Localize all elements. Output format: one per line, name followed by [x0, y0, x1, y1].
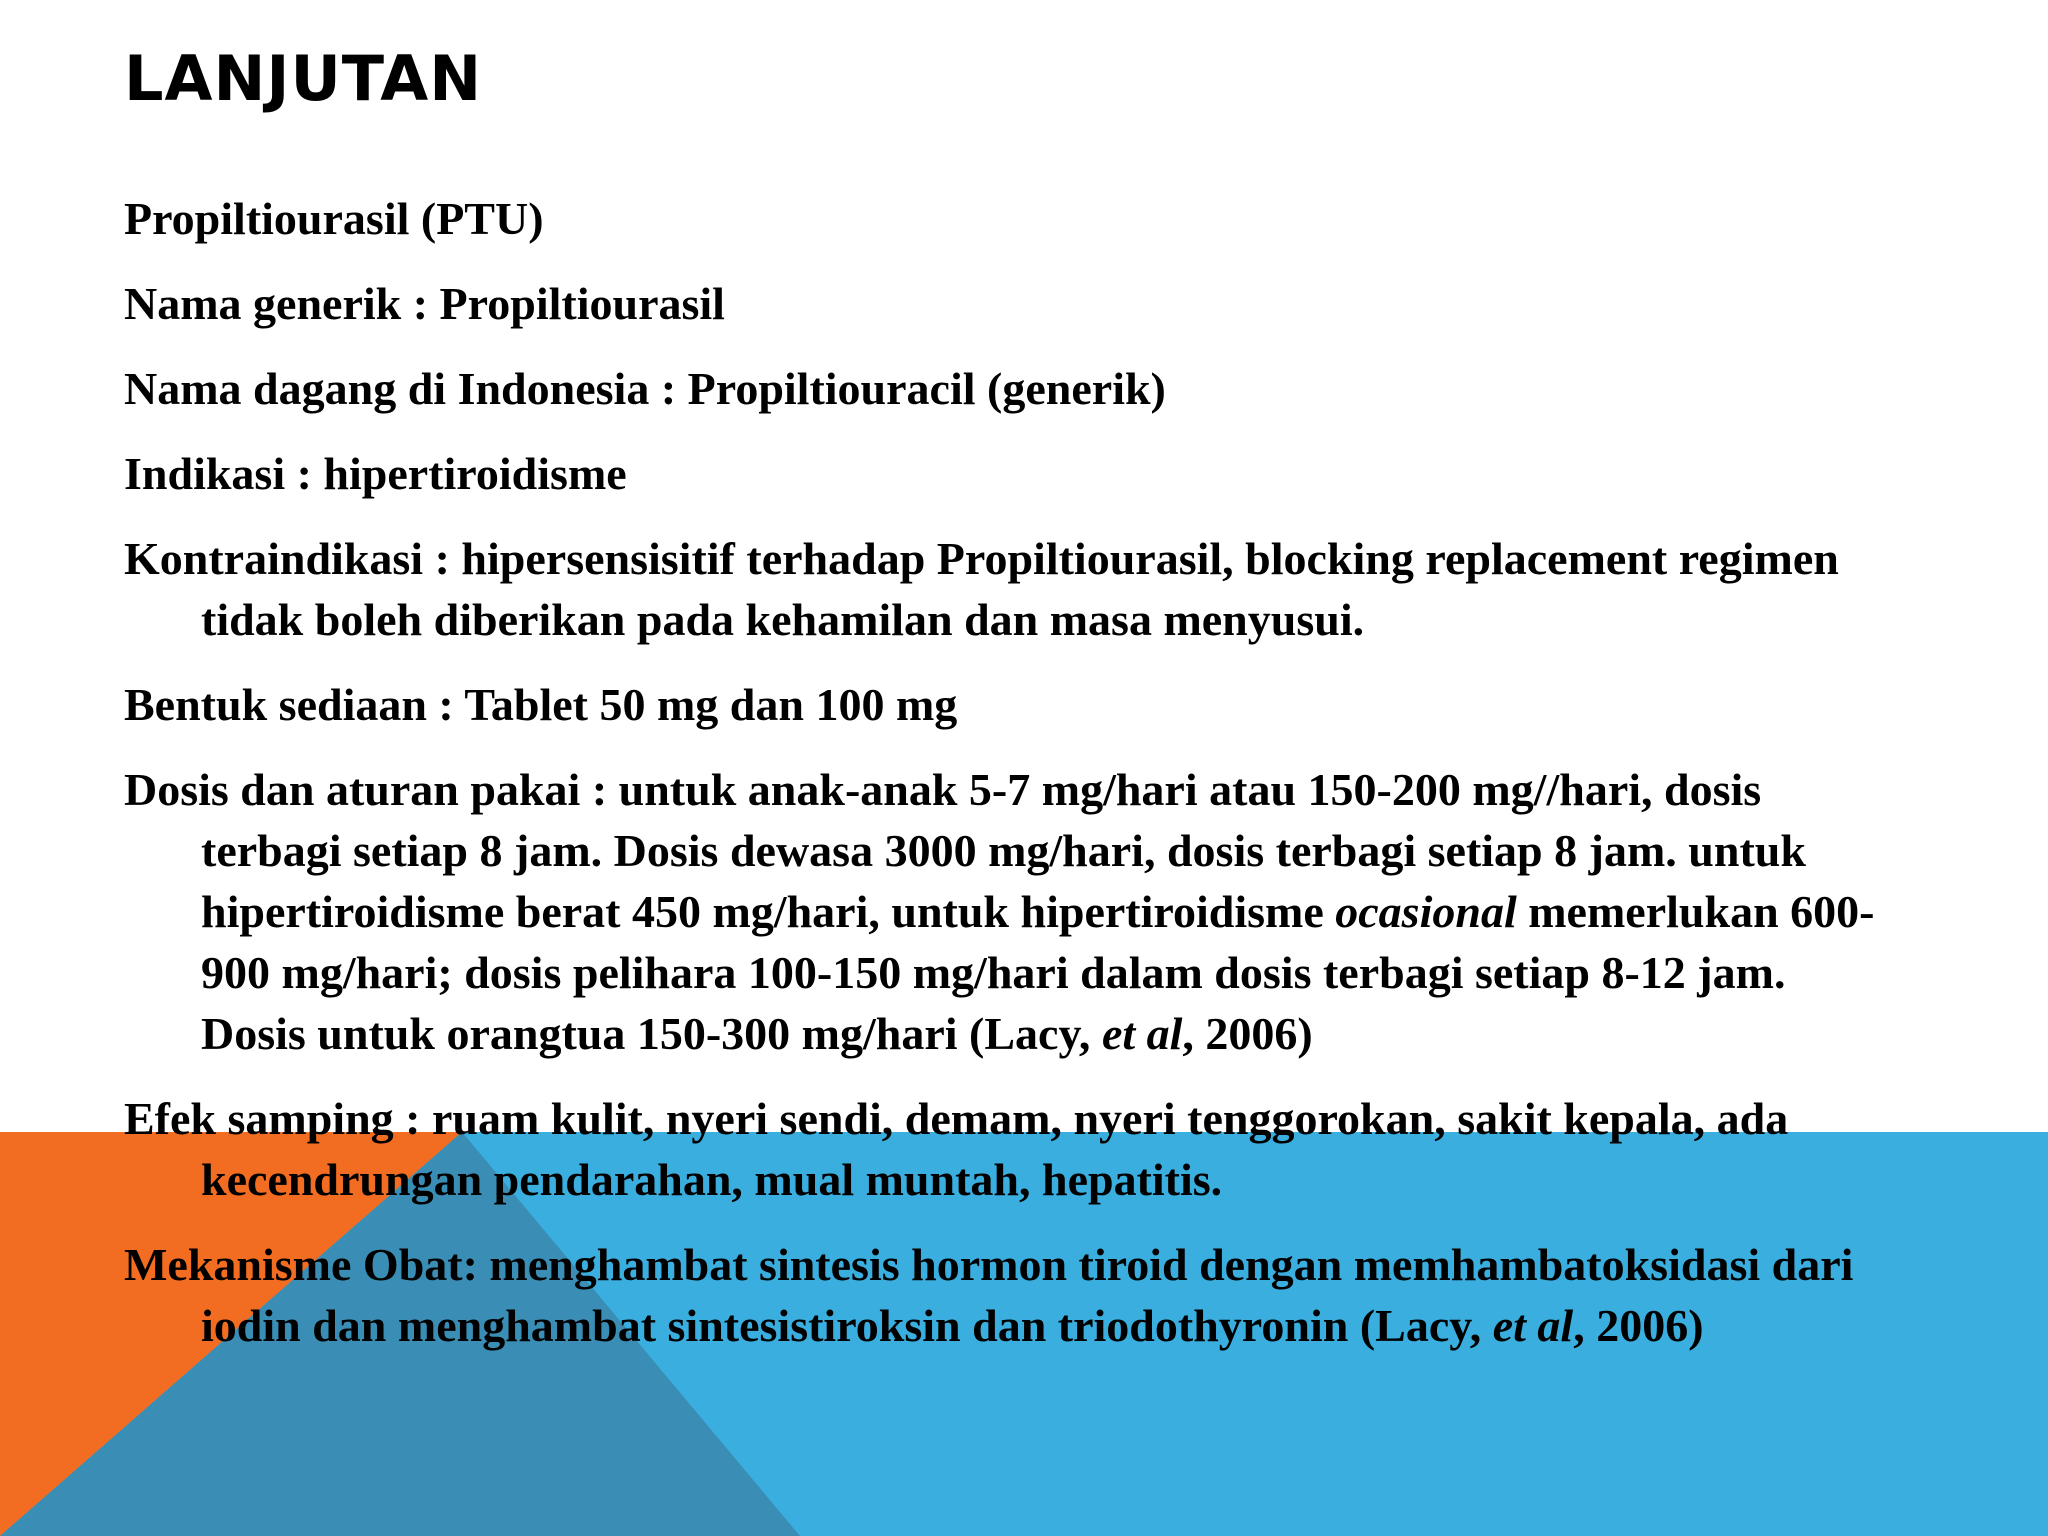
- item-ptu: Propiltiourasil (PTU): [124, 193, 544, 244]
- item-nama-generik: Nama generik : Propiltiourasil: [124, 278, 725, 329]
- slide-content: [124, 188, 1884, 1356]
- mekanisme-text-1: Mekanisme Obat: menghambat sintesis hormon tiroid dengan memhambatoksidasi dari iodin dan menghambat sintesistiroksin dan triodothyronin (Lacy,: [124, 1239, 1854, 1351]
- dosis-text-2: memerlukan 600-900 mg/hari; dosis pelihara 100-150 mg/hari dalam dosis terbagi setiap 8-12 jam. Dosis untuk orangtua 150-300 mg/hari (Lacy,: [201, 886, 1875, 1059]
- dosis-text-3: , 2006): [1182, 1008, 1313, 1059]
- item-kontraindikasi: Kontraindikasi : hipersensisitif terhadap Propiltiourasil, blocking replacement regimen tidak boleh diberikan pada kehamilan dan masa menyusui.: [124, 533, 1839, 645]
- item-dosis: [124, 759, 1884, 1064]
- item-nama-dagang: Nama dagang di Indonesia : Propiltiouracil (generik): [124, 363, 1166, 414]
- item-mekanisme: [124, 1234, 1884, 1356]
- item-bentuk-sediaan: Bentuk sediaan : Tablet 50 mg dan 100 mg: [124, 679, 958, 730]
- mekanisme-text-2: , 2006): [1573, 1300, 1704, 1351]
- dosis-italic-ocasional: ocasional: [1335, 886, 1517, 937]
- dosis-text-1: Dosis dan aturan pakai : untuk anak-anak 5-7 mg/hari atau 150-200 mg//hari, dosis terbagi setiap 8 jam. Dosis dewasa 3000 mg/hari, dosis terbagi setiap 8 jam. untuk hipertiroidisme berat 450 mg/hari, untuk hipertiroidisme: [124, 764, 1806, 937]
- item-indikasi: Indikasi : hipertiroidisme: [124, 448, 627, 499]
- item-efek-samping: Efek samping : ruam kulit, nyeri sendi, demam, nyeri tenggorokan, sakit kepala, ada kecendrungan pendarahan, mual muntah, hepatitis.: [124, 1093, 1789, 1205]
- dosis-italic-et-al: et al: [1101, 1008, 1183, 1059]
- slide-title: LANJUTAN: [124, 42, 483, 115]
- mekanisme-italic-et-al: et al: [1492, 1300, 1574, 1351]
